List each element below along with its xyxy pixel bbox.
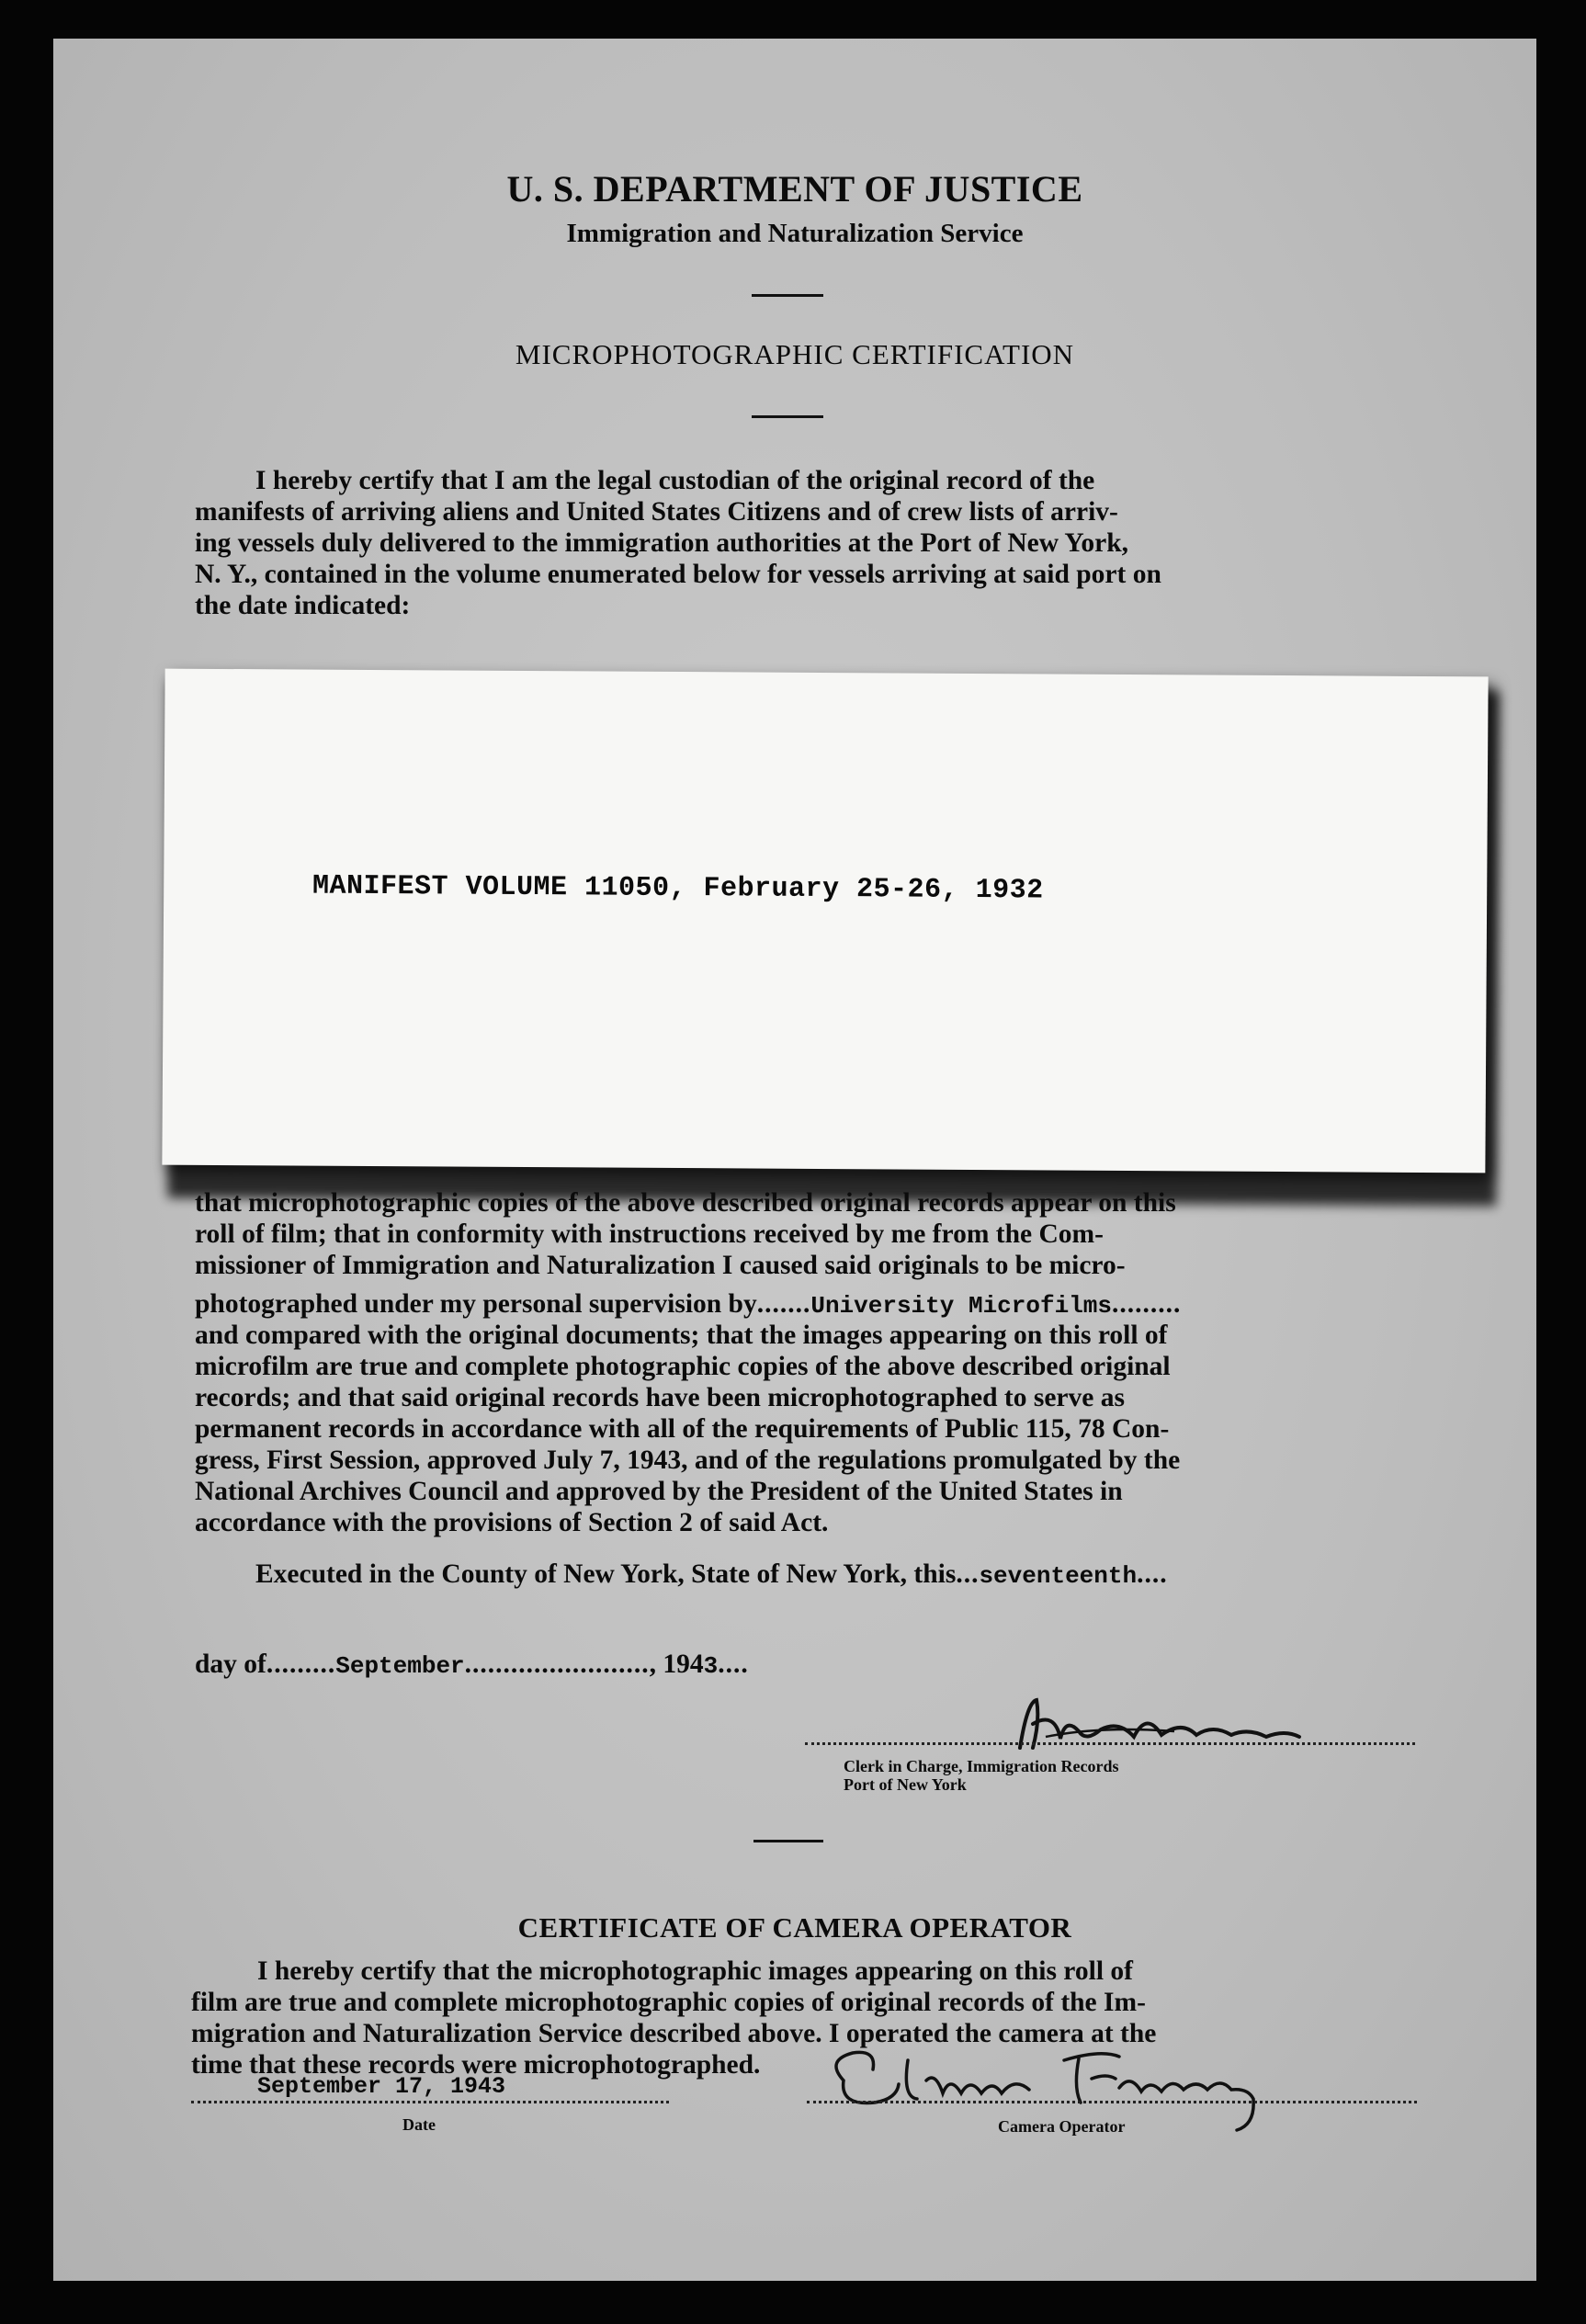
- camera-cert-line: I hereby certify that the microphotographic images appearing on this roll of: [257, 1956, 1133, 1986]
- clerk-title-line-2: Port of New York: [844, 1775, 967, 1794]
- camera-cert-line: film are true and complete microphotographic copies of original records of the Im-: [191, 1988, 1146, 2017]
- clerk-signature-line: [805, 1742, 1415, 1745]
- body-paragraph-top: [195, 1187, 1438, 1281]
- title-divider: [752, 415, 823, 418]
- intro-line: N. Y., contained in the volume enumerated below for vessels arriving at said port on: [195, 560, 1161, 589]
- body-line: permanent records in accordance with all of the requirements of Public 115, 78 Con-: [195, 1414, 1170, 1444]
- execution-month: September: [335, 1652, 465, 1680]
- year-digit: 3: [703, 1652, 719, 1680]
- body-line: microfilm are true and complete photographic copies of the above described original: [195, 1352, 1171, 1381]
- certificate-page: [53, 39, 1536, 2281]
- fill-dots: ........................: [464, 1649, 650, 1679]
- fill-dots: .........: [266, 1649, 336, 1679]
- body-line: roll of film; that in conformity with instructions received by me from the Com-: [195, 1219, 1104, 1249]
- body-line: gress, First Session, approved July 7, 1943, and of the regulations promulgated by the: [195, 1445, 1181, 1475]
- clerk-title: [844, 1757, 1118, 1794]
- supervisor-name: University Microfilms: [810, 1292, 1112, 1320]
- camera-cert-line: time that these records were microphotographed.: [191, 2050, 761, 2080]
- date-line: [191, 2101, 669, 2103]
- intro-line: the date indicated:: [195, 591, 411, 620]
- intro-line: ing vessels duly delivered to the immigration authorities at the Port of New York,: [195, 528, 1129, 558]
- header-divider: [752, 294, 823, 297]
- fill-dots: .......: [756, 1289, 811, 1319]
- fill-dots: ....: [1137, 1559, 1168, 1589]
- camera-operator-label: Camera Operator: [998, 2117, 1126, 2136]
- day-of-line: [195, 1649, 1022, 1682]
- volume-card: [162, 669, 1488, 1173]
- intro-line: I hereby certify that I am the legal custodian of the original record of the: [255, 466, 1095, 495]
- body-paragraph-bottom: [195, 1320, 1438, 1538]
- camera-cert-line: migration and Naturalization Service described above. I operated the camera at the: [191, 2019, 1157, 2048]
- camera-date-value: September 17, 1943: [257, 2073, 506, 2100]
- execution-prefix: Executed in the County of New York, State of New York, this: [255, 1559, 957, 1589]
- fill-dots: ....: [718, 1649, 749, 1679]
- camera-certificate-title: CERTIFICATE OF CAMERA OPERATOR: [517, 1911, 1072, 1944]
- supervision-prefix: photographed under my personal supervision by: [195, 1289, 757, 1319]
- manifest-volume-text: MANIFEST VOLUME 11050, February 25-26, 1932: [312, 870, 1044, 907]
- body-line: and compared with the original documents; that the images appearing on this roll of: [195, 1321, 1168, 1350]
- clerk-signature: [972, 1683, 1413, 1766]
- day-of-label: day of: [195, 1649, 266, 1679]
- section-divider: [753, 1840, 823, 1842]
- date-label: Date: [402, 2115, 436, 2134]
- body-line: accordance with the provisions of Section 2 of said Act.: [195, 1508, 829, 1537]
- fill-dots: .........: [1112, 1289, 1182, 1319]
- fill-dots: ...: [956, 1559, 980, 1589]
- intro-line: manifests of arriving aliens and United States Citizens and of crew lists of arriv-: [195, 497, 1118, 527]
- certification-title: MICROPHOTOGRAPHIC CERTIFICATION: [515, 338, 1075, 370]
- service-subheading: Immigration and Naturalization Service: [566, 219, 1024, 248]
- year-prefix: , 194: [649, 1649, 704, 1679]
- body-line: that microphotographic copies of the above described original records appear on this: [195, 1188, 1176, 1218]
- execution-line: [255, 1559, 1450, 1592]
- intro-paragraph: [195, 465, 1438, 621]
- clerk-title-line-1: Clerk in Charge, Immigration Records: [844, 1757, 1119, 1775]
- department-heading: U. S. DEPARTMENT OF JUSTICE: [506, 168, 1083, 210]
- execution-day: seventeenth: [979, 1562, 1138, 1590]
- supervision-line: [195, 1288, 1444, 1321]
- operator-signature-line: [807, 2101, 1417, 2103]
- body-line: missioner of Immigration and Naturalization I caused said originals to be micro-: [195, 1251, 1126, 1280]
- body-line: National Archives Council and approved by the President of the United States in: [195, 1477, 1123, 1506]
- body-line: records; and that said original records have been microphotographed to serve as: [195, 1383, 1125, 1412]
